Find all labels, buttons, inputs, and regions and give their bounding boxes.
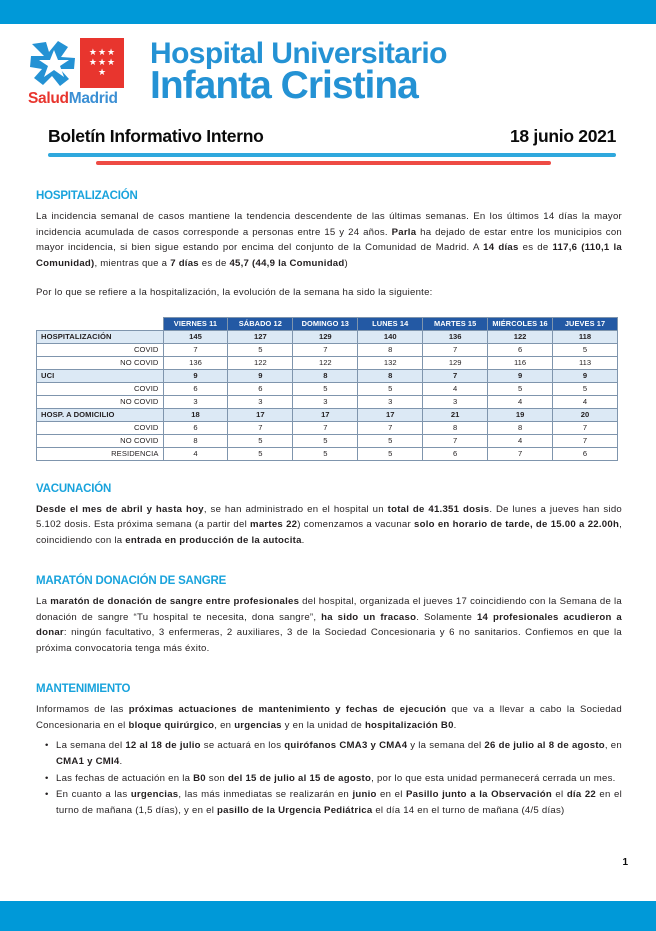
text-run: es de (518, 242, 553, 254)
hospital-name-line1: Hospital Universitario (150, 36, 447, 70)
table-cell: 6 (163, 382, 228, 395)
text-run-bold: del 15 de julio al 15 de agosto (227, 772, 372, 784)
saludmadrid-wordmark (28, 90, 118, 108)
star-glyph: ★ (97, 47, 107, 57)
table-cell: 4 (488, 434, 553, 447)
table-cell: 5 (293, 434, 358, 447)
text-run: es de (198, 257, 230, 269)
star-emblem-icon (28, 38, 80, 88)
hospital-name-line2: Infanta Cristina (150, 63, 418, 107)
table-cell: 7 (423, 343, 488, 356)
text-run: La (36, 596, 51, 608)
table-corner-cell (37, 317, 164, 330)
table-cell: 8 (293, 369, 358, 382)
text-run: ) comenzamos a vacunar (297, 519, 415, 531)
hospital-name (150, 36, 447, 107)
text-run: : ningún facultativo, 3 enfermeras, 2 auxiliares, 3 de la Sociedad Concesionaria y 6 no sanitarios. Confiemos en que la próxima convocatoria tenga más éxito. (36, 627, 622, 654)
text-run-bold: 7 días (170, 257, 199, 269)
bulletin-title: Boletín Informativo Interno (48, 126, 264, 146)
table-col-miercoles: MIÉRCOLES 16 (488, 317, 553, 330)
table-cell: 122 (228, 356, 293, 369)
text-run-bold: CMA1 y CMI4 (56, 755, 120, 767)
table-row (37, 408, 618, 421)
section-heading-vacunacion: VACUNACIÓN (36, 482, 112, 495)
star-glyph: ★ (88, 47, 97, 57)
table-cell: 145 (163, 330, 228, 343)
logo-marks (28, 37, 124, 89)
table-cell: 4 (553, 395, 618, 408)
text-run: . Solamente (416, 611, 477, 623)
vacunacion-paragraph (36, 502, 622, 549)
text-run: en el (376, 789, 406, 801)
table-header-row (37, 317, 618, 330)
table-cell: 5 (358, 434, 423, 447)
logo-salud-text: Salud (28, 89, 69, 107)
table-cell: 7 (228, 421, 293, 434)
table-col-sabado: SÁBADO 12 (228, 317, 293, 330)
text-run-bold: bloque quirúrgico (128, 719, 215, 731)
table-cell: 5 (228, 434, 293, 447)
table-cell: 21 (423, 408, 488, 421)
text-run-bold: ha sido un fracaso (321, 611, 417, 623)
text-run: y la semana del (407, 740, 485, 752)
madrid-flag-icon (80, 38, 124, 88)
text-run-bold: urgencias (234, 719, 282, 731)
saludmadrid-logo (28, 37, 140, 108)
text-run-bold: hospitalización B0 (364, 719, 454, 731)
table-cell: 5 (228, 343, 293, 356)
hospitalizacion-paragraph-1 (36, 209, 622, 271)
table-cell: 4 (163, 447, 228, 460)
table-cell: 9 (163, 369, 228, 382)
list-item (56, 771, 622, 787)
table-cell: 9 (488, 369, 553, 382)
table-cell: 6 (163, 421, 228, 434)
text-run: . (119, 755, 123, 767)
table-row (37, 369, 618, 382)
table-row (37, 356, 618, 369)
maraton-paragraph (36, 594, 622, 656)
text-run-bold: 45,7 (44,9 la Comunidad (229, 257, 345, 269)
table-cell: 7 (553, 434, 618, 447)
table-cell: 5 (553, 343, 618, 356)
text-run-bold: solo en horario de tarde, de 15.00 a 22.00h (414, 519, 620, 531)
masthead (0, 24, 656, 120)
text-run-bold: quirófanos CMA3 y CMA4 (284, 740, 408, 752)
text-run-bold: próximas actuaciones de mantenimiento y fechas de ejecución (128, 704, 447, 716)
table-cell: 7 (423, 369, 488, 382)
table-cell: 3 (228, 395, 293, 408)
text-run: ) (344, 257, 348, 269)
table-row (37, 382, 618, 395)
table-row (37, 330, 618, 343)
table-col-martes: MARTES 15 (423, 317, 488, 330)
table-cell: 3 (163, 395, 228, 408)
list-item (56, 787, 622, 818)
text-run: , se han administrado en el hospital un (203, 503, 388, 515)
table-cell: 116 (488, 356, 553, 369)
text-run: el (552, 789, 567, 801)
table-cell: 122 (488, 330, 553, 343)
text-run-bold: maratón de donación de sangre entre profesionales (50, 596, 300, 608)
table-row (37, 447, 618, 460)
table-cell: 5 (488, 382, 553, 395)
table-cell: 3 (423, 395, 488, 408)
text-run-bold: Pasillo junto a la Observación (406, 789, 552, 801)
table-row-label: NO COVID (37, 434, 164, 447)
table-cell: 8 (163, 434, 228, 447)
table-cell: 5 (553, 382, 618, 395)
text-run: La incidencia semanal de casos mantiene la tendencia descendente de las últimas semanas. En los últimos 14 días la mayor incidencia acumulada de casos corresponde a personas entre 15 y 24 años. (36, 211, 622, 238)
table-cell: 8 (423, 421, 488, 434)
table-cell: 5 (293, 447, 358, 460)
table-col-jueves: JUEVES 17 (553, 317, 618, 330)
star-glyph: ★ (107, 57, 116, 67)
table-cell: 129 (293, 330, 358, 343)
text-run: . De lunes a jueves han sido 5.102 dosis. Esta próxima semana (a partir del (36, 503, 622, 531)
text-run: , coincidiendo con la (36, 519, 622, 546)
table-row-label: COVID (37, 421, 164, 434)
table-body (37, 330, 618, 460)
divider-blue (48, 153, 616, 157)
table-cell: 7 (358, 421, 423, 434)
table-row-label: HOSP. A DOMICILIO (37, 408, 164, 421)
spacer (36, 661, 622, 683)
section-heading-mantenimiento: MANTENIMIENTO (36, 683, 131, 696)
text-run-bold: total de 41.351 dosis (387, 503, 490, 515)
text-run-bold: 12 al 18 de julio (125, 740, 201, 752)
table-row-label: HOSPITALIZACIÓN (37, 330, 164, 343)
table-row-label: UCI (37, 369, 164, 382)
text-run: y en la unidad de (281, 719, 365, 731)
table-cell: 8 (488, 421, 553, 434)
spacer (36, 461, 622, 483)
table-cell: 18 (163, 408, 228, 421)
section-heading-maraton: MARATÓN DONACIÓN DE SANGRE (36, 575, 227, 588)
text-run: que va a llevar a cabo la Sociedad Concesionaria en el (36, 704, 622, 731)
table-cell: 7 (163, 343, 228, 356)
hospitalization-table (36, 317, 618, 461)
section-heading-hospitalizacion: HOSPITALIZACIÓN (36, 190, 138, 202)
text-run-bold: martes 22 (250, 519, 298, 531)
table-row (37, 395, 618, 408)
table-cell: 129 (423, 356, 488, 369)
table-cell: 113 (553, 356, 618, 369)
table-header (37, 317, 618, 330)
table-cell: 17 (358, 408, 423, 421)
table-cell: 9 (553, 369, 618, 382)
table-cell: 5 (358, 447, 423, 460)
table-cell: 6 (423, 447, 488, 460)
table-cell: 136 (423, 330, 488, 343)
table-cell: 20 (553, 408, 618, 421)
table-row (37, 421, 618, 434)
table-row (37, 343, 618, 356)
bulletin-header (48, 126, 616, 165)
table-row-label: RESIDENCIA (37, 447, 164, 460)
table-cell: 5 (228, 447, 293, 460)
table-cell: 5 (358, 382, 423, 395)
table-row-label: COVID (37, 382, 164, 395)
table-cell: 7 (293, 343, 358, 356)
table-row-label: NO COVID (37, 356, 164, 369)
table-cell: 6 (488, 343, 553, 356)
text-run: son (205, 772, 228, 784)
text-run-bold: 117,6 (110,1 la Comunidad) (36, 242, 622, 269)
table-cell: 17 (293, 408, 358, 421)
text-run-bold: urgencias (130, 789, 179, 801)
text-run: Las fechas de actuación en la (56, 772, 194, 784)
text-run: del hospital, organizada el jueves 17 coincidiendo con la Semana de la donación de sangre “Tu hospital te necesita, dona sangre”, (36, 596, 622, 623)
logo-madrid-text: Madrid (68, 89, 118, 107)
table-cell: 6 (228, 382, 293, 395)
table-cell: 118 (553, 330, 618, 343)
table-cell: 132 (358, 356, 423, 369)
table-cell: 8 (358, 369, 423, 382)
text-run-bold: junio (352, 789, 377, 801)
text-run: Informamos de las (36, 704, 129, 716)
page-number: 1 (622, 857, 628, 868)
table-cell: 122 (293, 356, 358, 369)
table-cell: 19 (488, 408, 553, 421)
divider-red (96, 161, 551, 165)
star-glyph: ★ (97, 67, 107, 77)
text-run: , las más inmediatas se realizarán en (178, 789, 353, 801)
table-row (37, 434, 618, 447)
spacer (36, 306, 622, 315)
table-cell: 4 (423, 382, 488, 395)
text-run: . (301, 534, 305, 546)
text-run-bold: Desde el mes de abril y hasta hoy (36, 503, 204, 515)
table-cell: 3 (358, 395, 423, 408)
bulletin-date: 18 junio 2021 (509, 126, 616, 146)
text-run-bold: B0 (193, 772, 206, 784)
text-run: , mientras que a (94, 257, 171, 269)
table-cell: 3 (293, 395, 358, 408)
table-row-label: NO COVID (37, 395, 164, 408)
text-run: La semana del (56, 740, 126, 752)
spacer (36, 276, 622, 285)
seven-stars (85, 48, 119, 77)
list-item (56, 738, 622, 769)
table-cell: 17 (228, 408, 293, 421)
table-cell: 127 (228, 330, 293, 343)
bottom-accent-bar (0, 901, 656, 931)
text-run: , en (604, 740, 622, 752)
text-run: el día 14 en el turno de mañana (4/5 días) (372, 804, 565, 816)
text-run-bold: Parla (391, 226, 417, 238)
star-glyph: ★ (88, 57, 97, 67)
text-run: . (453, 719, 457, 731)
table-col-viernes: VIERNES 11 (163, 317, 228, 330)
table-col-lunes: LUNES 14 (358, 317, 423, 330)
text-run: se actuará en los (200, 740, 285, 752)
mantenimiento-paragraph (36, 702, 622, 733)
spacer (36, 553, 622, 575)
table-cell: 6 (553, 447, 618, 460)
table-cell: 5 (293, 382, 358, 395)
table-cell: 136 (163, 356, 228, 369)
table-cell: 9 (228, 369, 293, 382)
text-run: ha dejado de estar entre los municipios con mayor incidencia, si bien sigue estando por encima del conjunto de la Comunidad de Madrid. A (36, 226, 622, 254)
text-run-bold: entrada en producción de la autocita (125, 534, 302, 546)
table-cell: 7 (293, 421, 358, 434)
table-col-domingo: DOMINGO 13 (293, 317, 358, 330)
table-cell: 7 (488, 447, 553, 460)
text-run: , en (214, 719, 235, 731)
text-run: en el turno de mañana (1,5 días), y en el (56, 789, 622, 816)
table-cell: 7 (423, 434, 488, 447)
hospitalizacion-paragraph-2: Por lo que se refiere a la hospitalización, la evolución de la semana ha sido la siguiente: (36, 287, 433, 299)
text-run-bold: día 22 (566, 789, 597, 801)
star-glyph: ★ (107, 47, 116, 57)
mantenimiento-bullet-list (36, 738, 622, 818)
text-run-bold: 14 días (483, 242, 519, 254)
top-accent-bar (0, 0, 656, 24)
table-cell: 140 (358, 330, 423, 343)
text-run-bold: 26 de julio al 8 de agosto (484, 740, 605, 752)
table-row-label: COVID (37, 343, 164, 356)
bulletin-title-row (48, 126, 616, 147)
text-run: , por lo que esta unidad permanecerá cerrada un mes. (371, 772, 616, 784)
text-run: En cuanto a las (56, 789, 131, 801)
table-cell: 4 (488, 395, 553, 408)
document-body (36, 190, 622, 819)
table-cell: 8 (358, 343, 423, 356)
star-glyph: ★ (97, 57, 107, 67)
text-run-bold: 14 profesionales acudieron a donar (36, 611, 622, 639)
table-cell: 7 (553, 421, 618, 434)
text-run-bold: pasillo de la Urgencia Pediátrica (217, 804, 373, 816)
